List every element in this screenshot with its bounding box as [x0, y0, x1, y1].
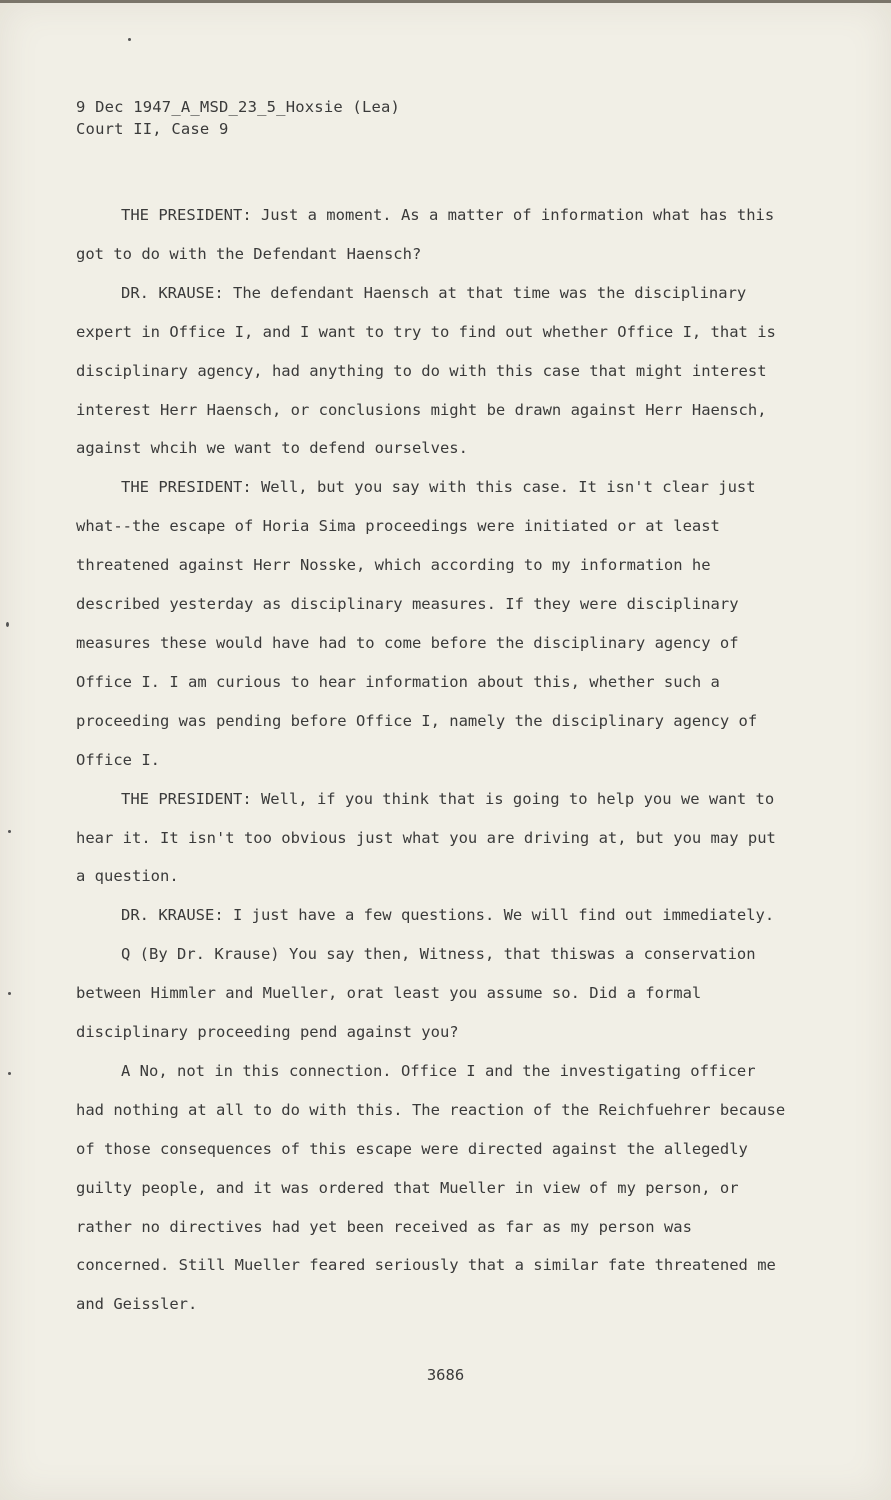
top-edge-line — [0, 0, 891, 3]
transcript-body — [76, 196, 791, 1324]
paragraph: THE PRESIDENT: Just a moment. As a matter of information what has this got to do with the Defendant Haensch? — [76, 206, 775, 263]
paper-speck — [8, 1072, 11, 1075]
paragraph: DR. KRAUSE: I just have a few questions. We will find out immediately. — [121, 906, 775, 925]
paper-speck — [8, 992, 11, 995]
paragraph: Q (By Dr. Krause) You say then, Witness, that thiswas a conservation between Himmler and Mueller, orat least you assume so. Did a formal disciplinary proceeding pend against you? — [76, 945, 756, 1042]
paper-speck — [8, 830, 11, 833]
transcript — [76, 96, 791, 1314]
paragraph: THE PRESIDENT: Well, but you say with this case. It isn't clear just what--the escape of Horia Sima proceedings were initiated or at least threatened against Herr Nosske, which according to my information he described yesterday as disciplinary measures. If they were disciplinary measures these would have had to come before the disciplinary agency of Office I. I am curious to hear information about this, whether such a proceeding was pending before Office I, namely the disciplinary agency of Office I. — [76, 478, 758, 769]
paper-speck — [6, 622, 9, 627]
paragraph: DR. KRAUSE: The defendant Haensch at that time was the disciplinary expert in Office I, and I want to try to find out whether Office I, that is disciplinary agency, had anything to do with this case that might interest interest Herr Haensch, or conclusions might be drawn against Herr Haensch, against whcih we want to defend ourselves. — [76, 283, 776, 458]
header-date-line: 9 Dec 1947_A_MSD_23_5_Hoxsie (Lea) — [76, 98, 401, 116]
header-court-line: Court II, Case 9 — [76, 120, 229, 138]
paper-speck — [128, 38, 131, 41]
paragraph: THE PRESIDENT: Well, if you think that is going to help you we want to hear it. It isn't too obvious just what you are driving at, but you may put a question. — [76, 789, 776, 886]
page-number: 3686 — [426, 1366, 465, 1384]
paragraph: A No, not in this connection. Office I and the investigating officer had nothing at all to do with this. The reaction of the Reichfuehrer because of those consequences of this escape were directed against the allegedly guilty people, and it was ordered that Mueller in view of my person, or rather no directives had yet been received as far as my person was concerned. Still Mueller feared seriously that a similar fate threatened me and Geissler. — [76, 1061, 786, 1314]
